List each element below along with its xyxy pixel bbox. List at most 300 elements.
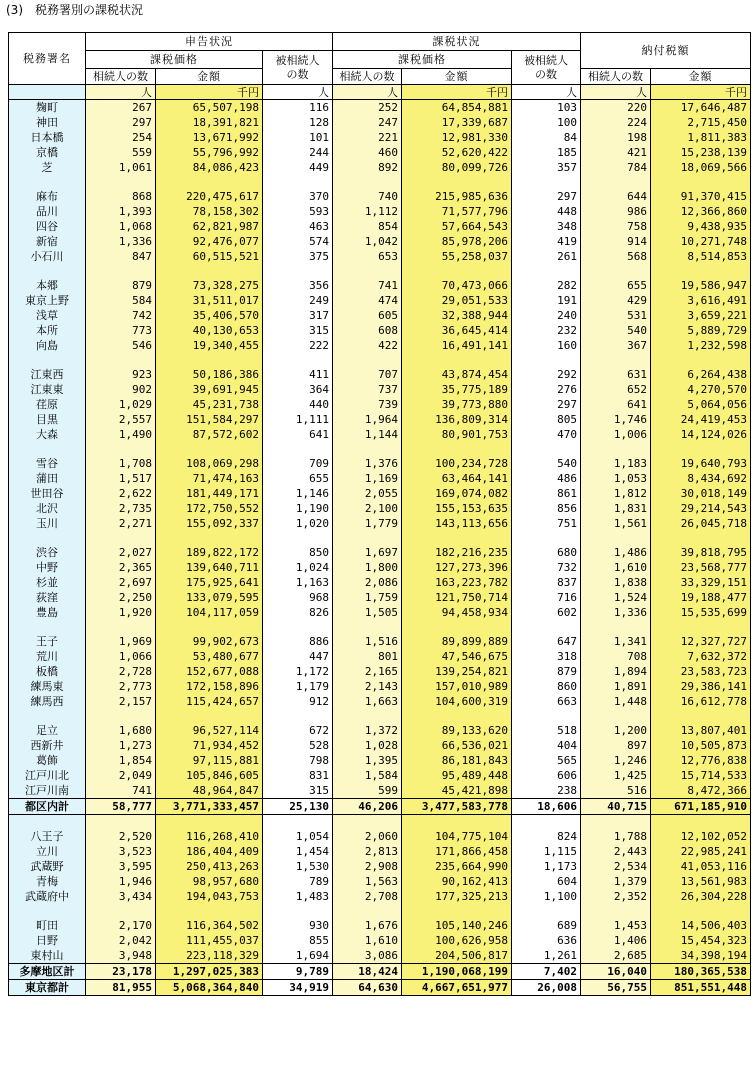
value-cell: 1,273	[86, 738, 156, 753]
header-payment-heirs: 相続人の数	[581, 69, 651, 85]
value-cell: 31,511,017	[156, 293, 263, 308]
value-cell: 177,325,213	[402, 889, 512, 904]
table-row	[9, 427, 751, 442]
value-cell: 128	[263, 115, 333, 130]
value-cell: 104,600,319	[402, 694, 512, 709]
value-cell: 297	[512, 397, 581, 412]
value-cell: 1,920	[86, 605, 156, 620]
table-row	[9, 501, 751, 516]
value-cell: 180,365,538	[651, 964, 751, 980]
value-cell: 3,477,583,778	[402, 799, 512, 815]
value-cell: 85,978,206	[402, 234, 512, 249]
office-name: 雪谷	[9, 456, 86, 471]
value-cell: 297	[512, 189, 581, 204]
value-cell: 204,506,817	[402, 948, 512, 964]
value-cell: 419	[512, 234, 581, 249]
office-name: 板橋	[9, 664, 86, 679]
value-cell: 18,069,566	[651, 160, 751, 175]
value-cell: 968	[263, 590, 333, 605]
table-row	[9, 234, 751, 249]
value-cell: 897	[581, 738, 651, 753]
value-cell: 8,472,366	[651, 783, 751, 799]
value-cell: 1,379	[581, 874, 651, 889]
value-cell: 40,130,653	[156, 323, 263, 338]
value-cell: 63,464,141	[402, 471, 512, 486]
value-cell: 672	[263, 723, 333, 738]
value-cell: 1,969	[86, 634, 156, 649]
office-name: 武蔵野	[9, 859, 86, 874]
value-cell: 930	[263, 918, 333, 933]
value-cell: 39,773,880	[402, 397, 512, 412]
value-cell: 292	[512, 367, 581, 382]
value-cell: 223,118,329	[156, 948, 263, 964]
value-cell: 12,981,330	[402, 130, 512, 145]
value-cell: 12,327,727	[651, 634, 751, 649]
value-cell: 655	[581, 278, 651, 293]
value-cell: 716	[512, 590, 581, 605]
value-cell: 605	[333, 308, 402, 323]
value-cell: 847	[86, 249, 156, 264]
value-cell: 824	[512, 829, 581, 844]
table-row	[9, 471, 751, 486]
table-row	[9, 516, 751, 531]
office-name: 江戸川北	[9, 768, 86, 783]
value-cell: 1,486	[581, 545, 651, 560]
value-cell: 574	[263, 234, 333, 249]
value-cell: 1,179	[263, 679, 333, 694]
value-cell: 2,735	[86, 501, 156, 516]
office-name: 本郷	[9, 278, 86, 293]
header-taxation-value: 課税価格	[333, 51, 512, 69]
value-cell: 518	[512, 723, 581, 738]
value-cell: 48,964,847	[156, 783, 263, 799]
value-cell: 47,546,675	[402, 649, 512, 664]
value-cell: 356	[263, 278, 333, 293]
table-row	[9, 249, 751, 264]
value-cell: 73,328,275	[156, 278, 263, 293]
table-row	[9, 590, 751, 605]
value-cell: 29,051,533	[402, 293, 512, 308]
value-cell: 152,677,088	[156, 664, 263, 679]
table-row	[9, 130, 751, 145]
value-cell: 104,775,104	[402, 829, 512, 844]
value-cell: 1,053	[581, 471, 651, 486]
value-cell: 1,676	[333, 918, 402, 933]
value-cell: 854	[333, 219, 402, 234]
value-cell: 2,143	[333, 679, 402, 694]
office-name: 八王子	[9, 829, 86, 844]
spacer-row	[9, 175, 751, 189]
value-cell: 851,551,448	[651, 980, 751, 996]
value-cell: 565	[512, 753, 581, 768]
value-cell: 528	[263, 738, 333, 753]
header-office: 税務署名	[9, 33, 86, 85]
table-row	[9, 694, 751, 709]
office-name: 足立	[9, 723, 86, 738]
value-cell: 602	[512, 605, 581, 620]
header-declared-value: 課税価格	[86, 51, 263, 69]
value-cell: 789	[263, 874, 333, 889]
value-cell: 157,010,989	[402, 679, 512, 694]
value-cell: 89,899,889	[402, 634, 512, 649]
value-cell: 41,053,116	[651, 859, 751, 874]
table-row	[9, 560, 751, 575]
value-cell: 1,946	[86, 874, 156, 889]
value-cell: 1,028	[333, 738, 402, 753]
header-payment: 納付税額	[581, 33, 751, 69]
value-cell: 886	[263, 634, 333, 649]
office-name: 王子	[9, 634, 86, 649]
value-cell: 13,561,983	[651, 874, 751, 889]
value-cell: 2,042	[86, 933, 156, 948]
value-cell: 2,557	[86, 412, 156, 427]
office-name: 四谷	[9, 219, 86, 234]
value-cell: 35,406,570	[156, 308, 263, 323]
value-cell: 440	[263, 397, 333, 412]
value-cell: 13,671,992	[156, 130, 263, 145]
value-cell: 1,694	[263, 948, 333, 964]
value-cell: 773	[86, 323, 156, 338]
office-name: 目黒	[9, 412, 86, 427]
table-row	[9, 189, 751, 204]
table-row	[9, 397, 751, 412]
value-cell: 671,185,910	[651, 799, 751, 815]
value-cell: 29,386,141	[651, 679, 751, 694]
value-cell: 116,268,410	[156, 829, 263, 844]
value-cell: 1,680	[86, 723, 156, 738]
value-cell: 1,697	[333, 545, 402, 560]
value-cell: 647	[512, 634, 581, 649]
value-cell: 1,610	[333, 933, 402, 948]
value-cell: 58,777	[86, 799, 156, 815]
value-cell: 94,458,934	[402, 605, 512, 620]
office-name: 渋谷	[9, 545, 86, 560]
unit-label: 人	[263, 85, 333, 100]
value-cell: 104,117,059	[156, 605, 263, 620]
value-cell: 2,715,450	[651, 115, 751, 130]
value-cell: 1,232,598	[651, 338, 751, 353]
value-cell: 116	[263, 100, 333, 116]
value-cell: 13,807,401	[651, 723, 751, 738]
value-cell: 2,352	[581, 889, 651, 904]
value-cell: 2,708	[333, 889, 402, 904]
value-cell: 19,340,455	[156, 338, 263, 353]
value-cell: 1,838	[581, 575, 651, 590]
office-name: 都区内計	[9, 799, 86, 815]
value-cell: 101	[263, 130, 333, 145]
value-cell: 215,985,636	[402, 189, 512, 204]
value-cell: 155,153,635	[402, 501, 512, 516]
value-cell: 540	[512, 456, 581, 471]
header-taxation: 課税状況	[333, 33, 581, 51]
office-name: 江東西	[9, 367, 86, 382]
value-cell: 133,079,595	[156, 590, 263, 605]
value-cell: 10,271,748	[651, 234, 751, 249]
value-cell: 19,586,947	[651, 278, 751, 293]
value-cell: 2,060	[333, 829, 402, 844]
value-cell: 740	[333, 189, 402, 204]
table-body	[9, 85, 751, 996]
header-declared-heirs: 相続人の数	[86, 69, 156, 85]
value-cell: 32,388,944	[402, 308, 512, 323]
office-name: 麻布	[9, 189, 86, 204]
table-row	[9, 889, 751, 904]
value-cell: 3,771,333,457	[156, 799, 263, 815]
value-cell: 892	[333, 160, 402, 175]
office-name: 新宿	[9, 234, 86, 249]
value-cell: 163,223,782	[402, 575, 512, 590]
value-cell: 90,162,413	[402, 874, 512, 889]
value-cell: 1,490	[86, 427, 156, 442]
table-row	[9, 575, 751, 590]
value-cell: 16,612,778	[651, 694, 751, 709]
office-name: 多摩地区計	[9, 964, 86, 980]
office-name: 世田谷	[9, 486, 86, 501]
office-name: 東京上野	[9, 293, 86, 308]
value-cell: 655	[263, 471, 333, 486]
value-cell: 801	[333, 649, 402, 664]
office-name: 葛飾	[9, 753, 86, 768]
value-cell: 2,728	[86, 664, 156, 679]
value-cell: 449	[263, 160, 333, 175]
value-cell: 1,516	[333, 634, 402, 649]
value-cell: 474	[333, 293, 402, 308]
value-cell: 23,583,723	[651, 664, 751, 679]
value-cell: 1,341	[581, 634, 651, 649]
table-row	[9, 338, 751, 353]
value-cell: 12,776,838	[651, 753, 751, 768]
header-declared: 申告状況	[86, 33, 333, 51]
value-cell: 254	[86, 130, 156, 145]
value-cell: 1,448	[581, 694, 651, 709]
header-taxation-amount: 金額	[402, 69, 512, 85]
value-cell: 2,086	[333, 575, 402, 590]
table-row	[9, 738, 751, 753]
value-cell: 375	[263, 249, 333, 264]
value-cell: 52,620,422	[402, 145, 512, 160]
table-row	[9, 367, 751, 382]
office-name: 町田	[9, 918, 86, 933]
office-name: 荻窪	[9, 590, 86, 605]
unit-label: 千円	[402, 85, 512, 100]
value-cell: 139,640,711	[156, 560, 263, 575]
value-cell: 758	[581, 219, 651, 234]
value-cell: 1,788	[581, 829, 651, 844]
value-cell: 855	[263, 933, 333, 948]
value-cell: 367	[581, 338, 651, 353]
office-name: 中野	[9, 560, 86, 575]
value-cell: 16,491,141	[402, 338, 512, 353]
table-row	[9, 308, 751, 323]
office-name: 練馬西	[9, 694, 86, 709]
office-name: 京橋	[9, 145, 86, 160]
value-cell: 35,775,189	[402, 382, 512, 397]
value-cell: 1,425	[581, 768, 651, 783]
table-row	[9, 783, 751, 799]
header-declared-decedents: 被相続人 の数	[263, 51, 333, 85]
value-cell: 39,691,945	[156, 382, 263, 397]
value-cell: 2,443	[581, 844, 651, 859]
value-cell: 986	[581, 204, 651, 219]
office-name: 荏原	[9, 397, 86, 412]
table-row	[9, 219, 751, 234]
value-cell: 64,854,881	[402, 100, 512, 116]
value-cell: 2,697	[86, 575, 156, 590]
table-row	[9, 545, 751, 560]
value-cell: 1,524	[581, 590, 651, 605]
value-cell: 86,181,843	[402, 753, 512, 768]
office-name: 蒲田	[9, 471, 86, 486]
value-cell: 80,099,726	[402, 160, 512, 175]
value-cell: 923	[86, 367, 156, 382]
value-cell: 1,200	[581, 723, 651, 738]
office-name: 本所	[9, 323, 86, 338]
value-cell: 447	[263, 649, 333, 664]
value-cell: 40,715	[581, 799, 651, 815]
value-cell: 599	[333, 783, 402, 799]
office-name: 向島	[9, 338, 86, 353]
value-cell: 486	[512, 471, 581, 486]
value-cell: 1,068	[86, 219, 156, 234]
value-cell: 115,424,657	[156, 694, 263, 709]
value-cell: 737	[333, 382, 402, 397]
value-cell: 78,158,302	[156, 204, 263, 219]
value-cell: 139,254,821	[402, 664, 512, 679]
value-cell: 103	[512, 100, 581, 116]
value-cell: 1,517	[86, 471, 156, 486]
value-cell: 2,157	[86, 694, 156, 709]
value-cell: 411	[263, 367, 333, 382]
value-cell: 235,664,990	[402, 859, 512, 874]
value-cell: 1,169	[333, 471, 402, 486]
value-cell: 608	[333, 323, 402, 338]
table-row	[9, 412, 751, 427]
value-cell: 2,250	[86, 590, 156, 605]
value-cell: 422	[333, 338, 402, 353]
value-cell: 1,812	[581, 486, 651, 501]
office-name: 東村山	[9, 948, 86, 964]
value-cell: 2,520	[86, 829, 156, 844]
value-cell: 1,042	[333, 234, 402, 249]
table-row	[9, 874, 751, 889]
total-row	[9, 980, 751, 996]
value-cell: 861	[512, 486, 581, 501]
value-cell: 244	[263, 145, 333, 160]
value-cell: 12,366,860	[651, 204, 751, 219]
value-cell: 108,069,298	[156, 456, 263, 471]
value-cell: 26,045,718	[651, 516, 751, 531]
value-cell: 315	[263, 783, 333, 799]
value-cell: 370	[263, 189, 333, 204]
value-cell: 357	[512, 160, 581, 175]
value-cell: 2,165	[333, 664, 402, 679]
value-cell: 1,024	[263, 560, 333, 575]
value-cell: 5,068,364,840	[156, 980, 263, 996]
value-cell: 2,773	[86, 679, 156, 694]
value-cell: 751	[512, 516, 581, 531]
value-cell: 1,505	[333, 605, 402, 620]
value-cell: 1,483	[263, 889, 333, 904]
value-cell: 1,054	[263, 829, 333, 844]
value-cell: 604	[512, 874, 581, 889]
value-cell: 98,957,680	[156, 874, 263, 889]
table-row	[9, 456, 751, 471]
value-cell: 653	[333, 249, 402, 264]
table-row	[9, 605, 751, 620]
office-name: 武蔵府中	[9, 889, 86, 904]
value-cell: 707	[333, 367, 402, 382]
unit-label: 人	[333, 85, 402, 100]
value-cell: 1,393	[86, 204, 156, 219]
value-cell: 91,370,415	[651, 189, 751, 204]
table-caption: (3) 税務署別の課税状況	[6, 3, 143, 17]
value-cell: 3,948	[86, 948, 156, 964]
table-row	[9, 204, 751, 219]
table-row	[9, 100, 751, 116]
value-cell: 1,261	[512, 948, 581, 964]
value-cell: 831	[263, 768, 333, 783]
value-cell: 636	[512, 933, 581, 948]
value-cell: 404	[512, 738, 581, 753]
value-cell: 160	[512, 338, 581, 353]
value-cell: 7,402	[512, 964, 581, 980]
value-cell: 912	[263, 694, 333, 709]
spacer-row	[9, 264, 751, 278]
unit-label: 人	[512, 85, 581, 100]
spacer-row	[9, 353, 751, 367]
table-row	[9, 323, 751, 338]
table-row	[9, 634, 751, 649]
value-cell: 826	[263, 605, 333, 620]
value-cell: 261	[512, 249, 581, 264]
value-cell: 34,398,194	[651, 948, 751, 964]
value-cell: 252	[333, 100, 402, 116]
value-cell: 15,454,323	[651, 933, 751, 948]
value-cell: 185	[512, 145, 581, 160]
value-cell: 516	[581, 783, 651, 799]
value-cell: 232	[512, 323, 581, 338]
value-cell: 1,111	[263, 412, 333, 427]
value-cell: 879	[512, 664, 581, 679]
value-cell: 559	[86, 145, 156, 160]
value-cell: 879	[86, 278, 156, 293]
value-cell: 2,534	[581, 859, 651, 874]
value-cell: 1,336	[86, 234, 156, 249]
value-cell: 55,796,992	[156, 145, 263, 160]
value-cell: 8,434,692	[651, 471, 751, 486]
value-cell: 837	[512, 575, 581, 590]
value-cell: 9,438,935	[651, 219, 751, 234]
value-cell: 46,206	[333, 799, 402, 815]
value-cell: 155,092,337	[156, 516, 263, 531]
value-cell: 1,183	[581, 456, 651, 471]
table-row	[9, 160, 751, 175]
value-cell: 169,074,082	[402, 486, 512, 501]
value-cell: 2,027	[86, 545, 156, 560]
header-declared-amount: 金額	[156, 69, 263, 85]
office-name: 青梅	[9, 874, 86, 889]
value-cell: 1,964	[333, 412, 402, 427]
office-name: 芝	[9, 160, 86, 175]
value-cell: 1,779	[333, 516, 402, 531]
value-cell: 121,750,714	[402, 590, 512, 605]
table-row	[9, 753, 751, 768]
value-cell: 267	[86, 100, 156, 116]
total-row	[9, 799, 751, 815]
table-row	[9, 293, 751, 308]
value-cell: 30,018,149	[651, 486, 751, 501]
value-cell: 364	[263, 382, 333, 397]
